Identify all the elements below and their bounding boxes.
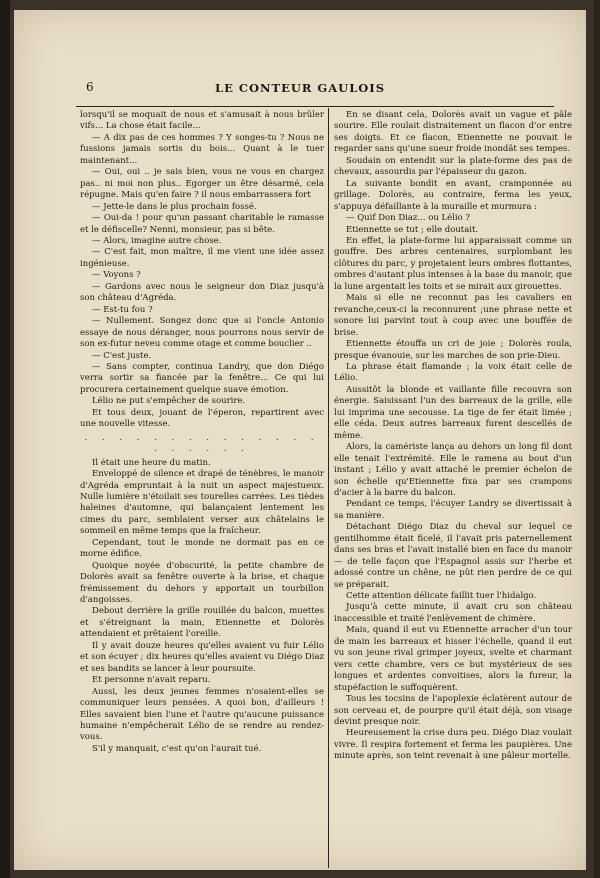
paragraph: Cependant, tout le monde ne dormait pas en ce morne édifice. [80, 537, 324, 560]
right-text-column [334, 110, 572, 763]
paragraph: Aussitôt la blonde et vaillante fille recouvra son énergie. Saisissant l'un des barreaux de la grille, elle lui imprima une secousse. La tige de fer était limée ; elle céda. Deux autres barreaux furent descellés de même. [334, 384, 572, 441]
paragraph: Enveloppé de silence et drapé de ténèbres, le manoir d'Agréda empruntait à la nuit un aspect majestueux. Nulle lumière n'étoilait ses tourelles carrées. Les tièdes haleines d'automne, qui balançaient lentement les cimes du parc, semblaient verser aux châtelains le sommeil en même temps que la fraîcheur. [80, 469, 324, 537]
paragraph: Pendant ce temps, l'écuyer Landry se divertissait à sa manière. [334, 499, 572, 521]
paragraph: La suivante bondit en avant, cramponnée au grillage. Dolorès, au contraire, ferma les yeux, s'appuya défaillante à la muraille et murmura : [334, 178, 572, 212]
paragraph: Mais, quand il eut vu Etiennette arracher d'un tour de main les barreaux et hisser l'échelle, quand il eut vu son jeune rival grimper joyeux, svelte et charmant vers cette chambre, vers ce but mystérieux de ses longues et ardentes convoitises, alors la fureur, la stupéfaction le suffoquèrent. [334, 625, 572, 693]
paragraph: Il était une heure du matin. [92, 457, 211, 468]
section-separator: . . . . . . . . . . . . . . . . . . . . [84, 432, 320, 455]
column-divider [328, 108, 329, 868]
page-title: LE CONTEUR GAULOIS [214, 81, 385, 95]
paragraph: — Voyons ? [92, 270, 141, 281]
left-text-column [80, 110, 324, 755]
paragraph: — Oui-da ! pour qu'un passant charitable le ramasse et le défiscelle? Nenni, monsieur, pas si bête. [80, 213, 324, 235]
paragraph: — Nullement. Songez donc que si l'oncle Antonio essaye de nous déranger, nous pourrons nous servir de son ex-futur neveu comme otage et comme bouclier .. [80, 316, 324, 350]
paragraph: Tous les tocsins de l'apoplexie éclatèrent autour de son cerveau et, de pourpre qu'il était déjà, son visage devint presque noir. [334, 694, 572, 728]
paragraph: Et tous deux, jouant de l'éperon, repartirent avec une nouvelle vitesse. [80, 407, 324, 430]
paragraph: Soudain on entendit sur la plate-forme des pas de chevaux, assourdis par l'épaisseur du gazon. [334, 155, 572, 178]
paragraph: — Jette-le dans le plus prochain fossé. [92, 201, 257, 212]
paragraph: Cette attention délicate faillit tuer l'hidalgo. [346, 591, 537, 602]
paragraph: — Sans compter, continua Landry, que don Diégo verra sortir sa fiancée par la fenêtre... Ce qui lui procurera certainement quelque suave émotion. [80, 361, 324, 395]
paragraph: Quoique noyée d'obscurité, la petite chambre de Dolorès avait sa fenêtre ouverte à la brise, et chaque frémissement du dehors y apportait un tourbillon d'angoisses. [80, 560, 324, 606]
paragraph: — Est-tu fou ? [92, 304, 153, 315]
paragraph: — C'est juste. [92, 350, 152, 361]
paragraph: S'il y manquait, c'est qu'on l'aurait tué. [92, 743, 262, 754]
paragraph: Etiennette se tut ; elle doutait. [346, 224, 479, 235]
paragraph: — Oui, oui .. je sais bien, vous ne vous en chargez pas.. ni moi non plus.. Egorger un être désarmé, cela répugne. Mais qu'en faire ? il nous embarrassera fort [80, 167, 324, 201]
paragraph: La phrase était flamande ; la voix était celle de Lélio. [334, 361, 572, 384]
book-page-edge [594, 0, 600, 878]
book-binding-edge [0, 0, 10, 878]
paragraph: Debout derrière la grille rouillée du balcon, muettes et s'étreignant la main, Etiennette et Dolorès attendaient et prêtaient l'oreille. [80, 606, 324, 640]
paragraph: En se disant cela, Dolorès avait un vague et pâle sourire. Elle roulait distraitement un flacon d'or entre ses doigts. Et ce flacon, Etiennette ne pouvait le regarder sans qu'une sueur froide inondât ses tempes. [334, 110, 572, 155]
paragraph: Et personne n'avait reparu. [92, 675, 211, 686]
paragraph: — C'est fait, mon maître, il me vient une idée assez ingénieuse. [80, 247, 324, 269]
paragraph: Il y avait douze heures qu'elles avaient vu fuir Lélio et son écuyer ; dix heures qu'elles avaient vu Diégo Diaz et ses bandits se lancer à leur poursuite. [80, 640, 324, 674]
paragraph: — Alors, imagine autre chose. [92, 235, 222, 246]
page-header [14, 76, 586, 102]
paragraph: Lélio ne put s'empêcher de sourire. [92, 396, 246, 407]
paragraph: Jusqu'à cette minute, il avait cru son château inaccessible et traité l'enlèvement de chimère. [334, 602, 572, 624]
paragraph: Détachant Diégo Diaz du cheval sur lequel ce gentilhomme était ficelé, il l'avait pris paternellement dans ses bras et l'avait installé bien en face du manoir — de telle façon que l'Espagnol assis sur l'herbe et adossé contre un chêne, ne pût rien perdre de ce qui se préparait. [334, 522, 572, 590]
page-number: 6 [86, 80, 94, 94]
book-page [14, 10, 586, 870]
paragraph: — Gardons avec nous le seigneur don Diaz jusqu'à son château d'Agréda. [80, 281, 324, 304]
header-rule [76, 106, 554, 107]
paragraph: Etiennette étouffa un cri de joie ; Dolorès roula, presque évanouie, sur les marches de son prie-Dieu. [334, 339, 572, 361]
paragraph: Mais si elle ne reconnut pas les cavaliers en revanche,ceux-ci la reconnurent ;une phrase nette et sonore lui parvint tout à coup avec une bouffée de brise. [334, 293, 572, 338]
paragraph: — A dix pas de ces hommes ? Y songes-tu ? Nous ne fussions jamais sortis du bois... Quant à le tuer maintenant... [80, 132, 324, 166]
paragraph: Aussi, les deux jeunes femmes n'osaient-elles se communiquer leurs pensées. A quoi bon, d'ailleurs ! Elles savaient bien l'une et l'autre qu'aucune puissance humaine n'empêcherait Lélio de se rendre au rendez-vous. [80, 686, 324, 743]
paragraph: — Quif Don Diaz... ou Lélio ? [346, 213, 470, 224]
paragraph: Heureusement la crise dura peu. Diégo Diaz voulait vivre. Il respira fortement et ferma les paupières. Une minute après, son teint revenait à une pâleur mortelle. [334, 728, 572, 762]
paragraph: En effet, la plate-forme lui apparaissait comme un gouffre. Des arbres centenaires, surplombant les clôtures du parc, y projetaient leurs ombres flottantes, ombres d'autant plus intenses à la base du manoir, que la lune argentait les toits et se mirait aux girouettes. [334, 235, 572, 292]
paragraph: Alors, la camériste lança au dehors un long fil dont elle tenait l'extrémité. Elle le ramena au bout d'un instant ; Lélio y avait attaché le premier échelon de son échelle qu'Etiennette fixa par ses crampons d'acier à la barre du balcon. [334, 442, 572, 498]
paragraph: lorsqu'il se moquait de nous et s'amusait à nous brûler vifs... La chose était facile... [80, 110, 324, 132]
